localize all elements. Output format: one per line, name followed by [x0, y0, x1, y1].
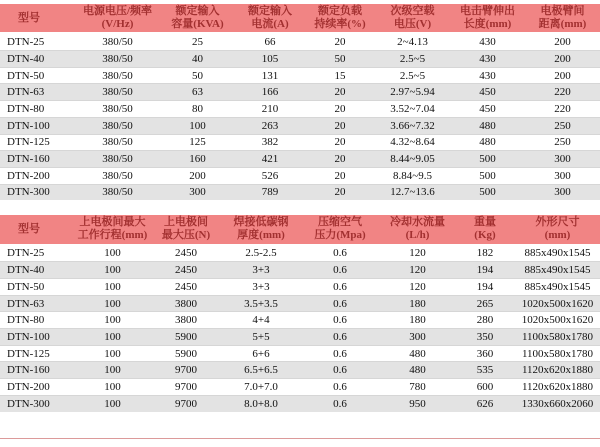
value-cell: 380/50	[75, 134, 160, 151]
header-cell: 额定输入 容量(KVA)	[160, 4, 235, 33]
table-row	[0, 245, 600, 262]
value-cell: 500	[450, 167, 525, 184]
value-cell: 100	[75, 329, 150, 346]
value-cell: 3+3	[222, 279, 300, 296]
header-cell: 额定负载 持续率(%)	[305, 4, 375, 33]
value-cell: 20	[305, 101, 375, 118]
value-cell: 2.97~5.94	[375, 84, 450, 101]
value-cell: 100	[75, 379, 150, 396]
value-cell: 300	[525, 167, 600, 184]
header-cell: 上电极间最大 工作行程(mm)	[75, 215, 150, 244]
value-cell: 3800	[150, 295, 222, 312]
value-cell: 0.6	[300, 329, 380, 346]
value-cell: 40	[160, 51, 235, 68]
value-cell: 182	[476, 247, 494, 260]
value-cell: 380/50	[75, 84, 160, 101]
value-cell: 950	[380, 395, 455, 411]
table-row	[0, 345, 600, 362]
value-cell: 380/50	[75, 51, 160, 68]
mechanical-spec-table	[0, 215, 600, 411]
header-cell: 上电极间 最大压(N)	[150, 215, 222, 244]
table-row	[0, 295, 600, 312]
value-cell: 20	[305, 117, 375, 134]
value-cell: 2.5~5	[375, 67, 450, 84]
value-cell: 6.5+6.5	[222, 362, 300, 379]
header-cell: 压缩空气 压力(Mpa)	[300, 215, 380, 244]
value-cell: 7.0+7.0	[222, 379, 300, 396]
model-cell: DTN-125	[0, 134, 75, 151]
value-cell: 250	[525, 117, 600, 134]
value-cell: 210	[235, 101, 305, 118]
value-cell: 120	[380, 279, 455, 296]
value-cell: 180	[380, 295, 455, 312]
table-row	[0, 33, 600, 50]
value-cell: 380/50	[75, 167, 160, 184]
value-cell: 500	[450, 151, 525, 168]
value-cell: 380/50	[75, 117, 160, 134]
header-cell: 型号	[0, 4, 75, 33]
value-cell: 300	[160, 184, 235, 200]
value-cell: 125	[160, 134, 235, 151]
value-cell: 66	[264, 36, 276, 49]
power-spec-table-body	[0, 33, 600, 200]
value-cell: 100	[75, 362, 150, 379]
header-cell: 电源电压/频率 (V/Hz)	[75, 4, 160, 33]
value-cell: 160	[160, 151, 235, 168]
value-cell: 0.6	[300, 395, 380, 411]
value-cell: 100	[75, 262, 150, 279]
value-cell: 100	[75, 279, 150, 296]
table-row	[0, 134, 600, 151]
model-cell: DTN-100	[0, 329, 75, 346]
value-cell: 20	[334, 36, 346, 49]
value-cell: 1120x620x1880	[515, 362, 600, 379]
power-spec-table-header	[0, 4, 600, 33]
model-cell: DTN-300	[0, 184, 75, 200]
value-cell: 626	[455, 395, 515, 411]
value-cell: 780	[380, 379, 455, 396]
value-cell: 360	[455, 345, 515, 362]
value-cell: 526	[235, 167, 305, 184]
value-cell: 100	[75, 295, 150, 312]
value-cell: 0.6	[300, 295, 380, 312]
table-row	[0, 395, 600, 411]
value-cell: 15	[305, 67, 375, 84]
model-cell: DTN-100	[0, 117, 75, 134]
value-cell: 885x490x1545	[515, 262, 600, 279]
model-cell: DTN-40	[0, 262, 75, 279]
value-cell: 885x490x1545	[515, 279, 600, 296]
value-cell: 63	[160, 84, 235, 101]
value-cell: 300	[525, 151, 600, 168]
value-cell: 100	[104, 247, 121, 260]
value-cell: 180	[380, 312, 455, 329]
value-cell: 100	[160, 117, 235, 134]
value-cell: 300	[380, 329, 455, 346]
table-row	[0, 262, 600, 279]
value-cell: 382	[235, 134, 305, 151]
value-cell: 450	[450, 101, 525, 118]
value-cell: 350	[455, 329, 515, 346]
value-cell: 25	[192, 36, 203, 49]
value-cell: 421	[235, 151, 305, 168]
value-cell: 200	[525, 67, 600, 84]
value-cell: 8.44~9.05	[375, 151, 450, 168]
value-cell: 220	[525, 84, 600, 101]
model-cell: DTN-63	[0, 295, 75, 312]
value-cell: 220	[525, 101, 600, 118]
value-cell: 380/50	[102, 36, 133, 49]
value-cell: 250	[525, 134, 600, 151]
value-cell: 20	[305, 184, 375, 200]
value-cell: 9700	[150, 362, 222, 379]
value-cell: 2450	[175, 247, 197, 260]
header-cell: 电击臂伸出 长度(mm)	[450, 4, 525, 33]
value-cell: 2450	[150, 262, 222, 279]
value-cell: 4+4	[222, 312, 300, 329]
value-cell: 450	[450, 84, 525, 101]
table-row	[0, 167, 600, 184]
value-cell: 80	[160, 101, 235, 118]
value-cell: 120	[380, 262, 455, 279]
value-cell: 380/50	[75, 184, 160, 200]
table-row	[0, 379, 600, 396]
table-row	[0, 329, 600, 346]
value-cell: 480	[450, 134, 525, 151]
bottom-divider-rule	[0, 438, 600, 439]
model-cell: DTN-40	[0, 51, 75, 68]
value-cell: 1120x620x1880	[515, 379, 600, 396]
value-cell: 4.32~8.64	[375, 134, 450, 151]
value-cell: 0.6	[333, 247, 347, 260]
value-cell: 280	[455, 312, 515, 329]
power-spec-table	[0, 4, 600, 200]
model-cell: DTN-50	[0, 279, 75, 296]
value-cell: 20	[305, 84, 375, 101]
value-cell: 166	[235, 84, 305, 101]
header-cell: 重量 (Kg)	[455, 215, 515, 244]
value-cell: 200	[525, 51, 600, 68]
value-cell: 200	[554, 36, 571, 49]
value-cell: 380/50	[75, 151, 160, 168]
value-cell: 131	[235, 67, 305, 84]
value-cell: 5900	[150, 329, 222, 346]
value-cell: 885x490x1545	[524, 247, 591, 260]
value-cell: 0.6	[300, 379, 380, 396]
table-row	[0, 84, 600, 101]
value-cell: 3.66~7.32	[375, 117, 450, 134]
value-cell: 9700	[150, 379, 222, 396]
value-cell: 3.52~7.04	[375, 101, 450, 118]
value-cell: 50	[305, 51, 375, 68]
model-cell: DTN-300	[0, 395, 75, 411]
table-row	[0, 101, 600, 118]
value-cell: 265	[455, 295, 515, 312]
value-cell: 20	[305, 167, 375, 184]
value-cell: 120	[409, 247, 426, 260]
value-cell: 380/50	[75, 101, 160, 118]
value-cell: 194	[455, 262, 515, 279]
header-cell: 型号	[0, 215, 75, 244]
table-row	[0, 362, 600, 379]
value-cell: 430	[479, 36, 496, 49]
value-cell: 600	[455, 379, 515, 396]
value-cell: 500	[450, 184, 525, 200]
model-cell: DTN-80	[0, 101, 75, 118]
header-row	[0, 4, 600, 33]
value-cell: 3800	[150, 312, 222, 329]
value-cell: 2450	[150, 279, 222, 296]
table-row	[0, 67, 600, 84]
model-cell: DTN-125	[0, 345, 75, 362]
value-cell: 50	[160, 67, 235, 84]
model-cell: DTN-63	[0, 84, 75, 101]
value-cell: 1100x580x1780	[515, 329, 600, 346]
header-cell: 次级空载 电压(V)	[375, 4, 450, 33]
table-row	[0, 279, 600, 296]
table-row	[0, 184, 600, 200]
table-row	[0, 51, 600, 68]
value-cell: 0.6	[300, 279, 380, 296]
value-cell: 9700	[150, 395, 222, 411]
value-cell: 8.84~9.5	[375, 167, 450, 184]
value-cell: 1020x500x1620	[515, 295, 600, 312]
value-cell: 430	[450, 51, 525, 68]
header-cell: 外形尺寸 (mm)	[515, 215, 600, 244]
value-cell: 3+3	[222, 262, 300, 279]
value-cell: 1100x580x1780	[515, 345, 600, 362]
value-cell: 100	[75, 395, 150, 411]
value-cell: 5900	[150, 345, 222, 362]
model-cell: DTN-200	[0, 379, 75, 396]
value-cell: 0.6	[300, 345, 380, 362]
table-gap	[0, 200, 600, 215]
header-cell: 焊接低碳钢 厚度(mm)	[222, 215, 300, 244]
value-cell: 480	[450, 117, 525, 134]
value-cell: 300	[525, 184, 600, 200]
value-cell: 263	[235, 117, 305, 134]
value-cell: 5+5	[222, 329, 300, 346]
value-cell: 194	[455, 279, 515, 296]
value-cell: 0.6	[300, 262, 380, 279]
value-cell: 6+6	[222, 345, 300, 362]
value-cell: 480	[380, 362, 455, 379]
model-cell: DTN-160	[0, 151, 75, 168]
value-cell: 430	[450, 67, 525, 84]
value-cell: 3.5+3.5	[222, 295, 300, 312]
value-cell: 0.6	[300, 312, 380, 329]
value-cell: 20	[305, 134, 375, 151]
value-cell: 2~4.13	[397, 36, 428, 49]
value-cell: 20	[305, 151, 375, 168]
value-cell: 0.6	[300, 362, 380, 379]
model-cell: DTN-25	[7, 247, 45, 260]
value-cell: 380/50	[75, 67, 160, 84]
value-cell: 105	[235, 51, 305, 68]
model-cell: DTN-25	[7, 36, 45, 49]
model-cell: DTN-80	[0, 312, 75, 329]
value-cell: 8.0+8.0	[222, 395, 300, 411]
mechanical-spec-table-header	[0, 215, 600, 244]
value-cell: 1020x500x1620	[515, 312, 600, 329]
value-cell: 12.7~13.6	[375, 184, 450, 200]
header-cell: 冷却水流量 (L/h)	[380, 215, 455, 244]
table-row	[0, 117, 600, 134]
header-cell: 电极臂间 距离(mm)	[525, 4, 600, 33]
model-cell: DTN-160	[0, 362, 75, 379]
value-cell: 1330x660x2060	[515, 395, 600, 411]
table-row	[0, 312, 600, 329]
mechanical-spec-table-body	[0, 245, 600, 412]
model-cell: DTN-200	[0, 167, 75, 184]
value-cell: 2.5-2.5	[245, 247, 277, 260]
model-cell: DTN-50	[0, 67, 75, 84]
value-cell: 200	[160, 167, 235, 184]
header-cell: 额定输入 电流(A)	[235, 4, 305, 33]
header-row	[0, 215, 600, 244]
value-cell: 480	[380, 345, 455, 362]
value-cell: 535	[455, 362, 515, 379]
value-cell: 2.5~5	[375, 51, 450, 68]
table-row	[0, 151, 600, 168]
value-cell: 789	[235, 184, 305, 200]
value-cell: 100	[75, 345, 150, 362]
value-cell: 100	[75, 312, 150, 329]
